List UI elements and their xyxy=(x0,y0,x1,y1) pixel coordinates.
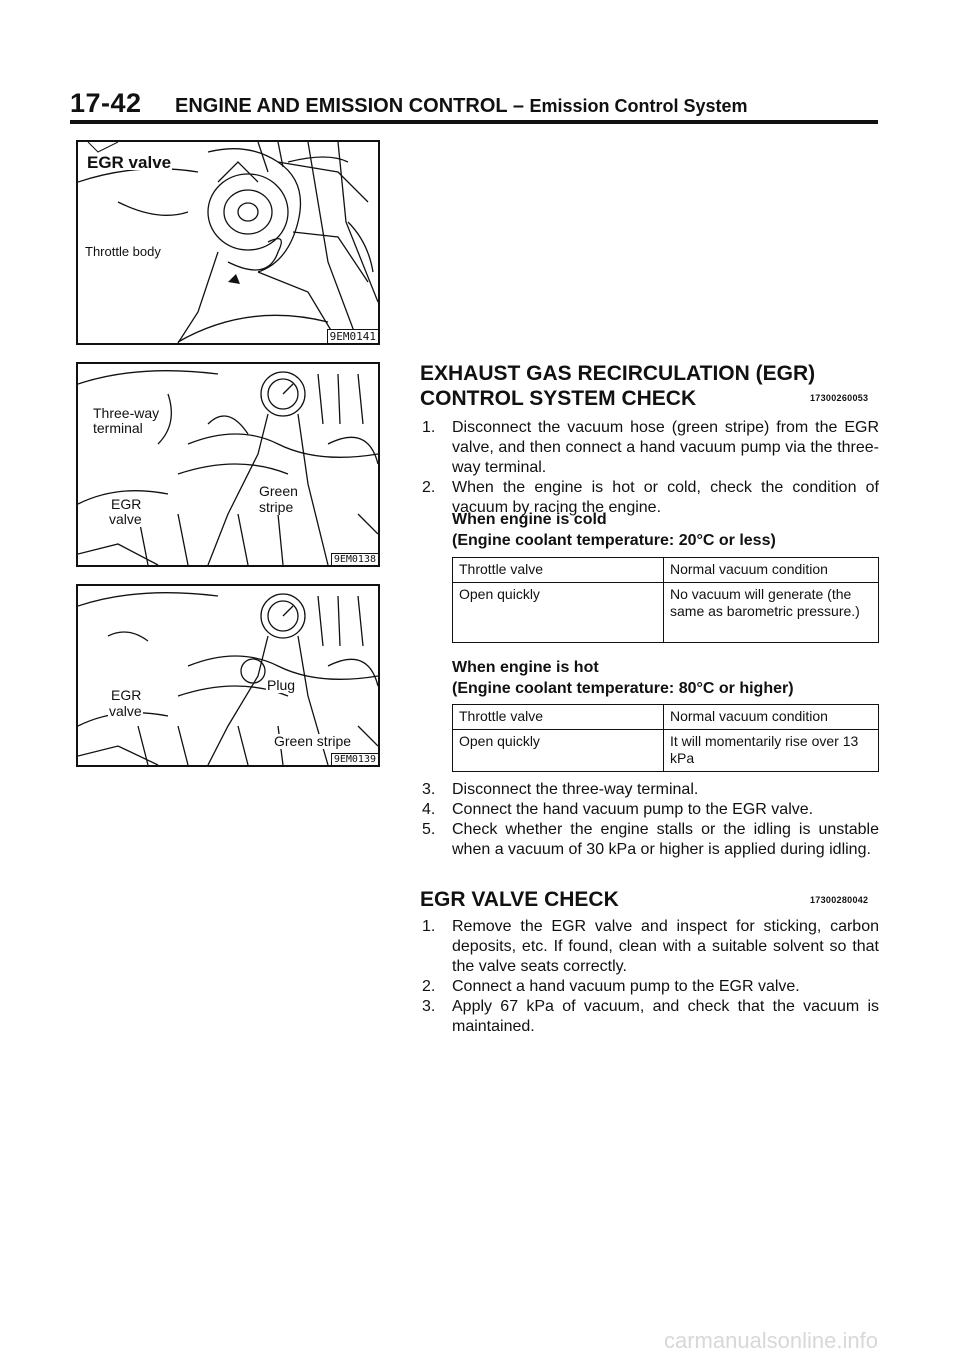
condition-cold-temp: (Engine coolant temperature: 20°C or less) xyxy=(452,532,776,549)
condition-cold xyxy=(452,509,776,551)
header-rule xyxy=(70,120,878,124)
condition-hot-temp: (Engine coolant temperature: 80°C or higher) xyxy=(452,680,794,697)
figure-1-illustration xyxy=(78,142,378,343)
table-cell: No vacuum will generate (the same as barometric pressure.) xyxy=(664,583,879,643)
table-row xyxy=(453,558,879,583)
table-cell: It will momentarily rise over 13 kPa xyxy=(664,730,879,772)
section-title-egr-valve-check: EGR VALVE CHECK xyxy=(420,888,619,911)
figure-plug-green-stripe xyxy=(76,584,380,767)
step-item: 5. Check whether the engine stalls or the idling is unstable when a vacuum of 30 kPa or higher is applied during idling. xyxy=(422,821,879,858)
step-item: 1. Disconnect the vacuum hose (green stripe) from the EGR valve, and then connect a hand vacuum pump via the three-way terminal. xyxy=(422,419,879,476)
figure-code: 9EM0138 xyxy=(331,553,378,565)
figure-2-illustration xyxy=(78,364,378,565)
title-sub: Emission Control System xyxy=(529,96,748,116)
steps-list-a xyxy=(422,418,879,518)
section-title-line2: CONTROL SYSTEM CHECK xyxy=(420,387,697,410)
section-code: 17300280042 xyxy=(810,895,869,905)
condition-cold-title: When engine is cold xyxy=(452,511,607,528)
section-code: 17300260053 xyxy=(810,393,869,403)
section-title-line1: EXHAUST GAS RECIRCULATION (EGR) xyxy=(420,362,816,385)
table-row xyxy=(453,583,879,643)
figure-three-way-terminal xyxy=(76,362,380,567)
step-item: 1. Remove the EGR valve and inspect for sticking, carbon deposits, etc. If found, clean with a suitable solvent so that the valve seats correctly. xyxy=(422,918,879,975)
label-egr: EGR xyxy=(111,496,142,512)
label-stripe: stripe xyxy=(259,499,294,515)
label-green: Green xyxy=(259,483,298,499)
step-item: 2. When the engine is hot or cold, check the condition of vacuum by racing the engine. xyxy=(422,479,879,516)
label-plug: Plug xyxy=(267,677,296,693)
table-cell: Normal vacuum condition xyxy=(664,558,879,583)
label-three-way: Three-way xyxy=(93,405,160,421)
title-main: ENGINE AND EMISSION CONTROL xyxy=(175,95,508,117)
figure-egr-valve-location xyxy=(76,140,380,345)
table-cell: Throttle valve xyxy=(453,558,664,583)
label-valve: valve xyxy=(109,511,142,527)
section-title-egr-control xyxy=(420,361,815,411)
step-item: 2. Connect a hand vacuum pump to the EGR valve. xyxy=(422,978,800,995)
label-throttle-body: Throttle body xyxy=(85,244,161,259)
table-hot xyxy=(452,704,879,772)
label-terminal: terminal xyxy=(93,420,143,436)
label-egr: EGR xyxy=(111,687,142,703)
footer-watermark: carmanualsonline.info xyxy=(663,1328,878,1353)
label-green-stripe: Green stripe xyxy=(274,733,352,749)
steps-list-valve xyxy=(422,917,879,1037)
label-egr-valve: EGR valve xyxy=(87,153,172,172)
steps-list-b xyxy=(422,780,879,860)
table-cell: Normal vacuum condition xyxy=(664,705,879,730)
step-item: 4. Connect the hand vacuum pump to the EGR valve. xyxy=(422,801,814,818)
table-cell: Open quickly xyxy=(453,583,664,643)
label-valve: valve xyxy=(109,703,142,719)
page-number: 17-42 xyxy=(70,88,142,118)
step-item: 3. Disconnect the three-way terminal. xyxy=(422,781,699,798)
table-row xyxy=(453,730,879,772)
step-item: 3. Apply 67 kPa of vacuum, and check that the vacuum is maintained. xyxy=(422,998,879,1035)
table-cell: Throttle valve xyxy=(453,705,664,730)
condition-hot-title: When engine is hot xyxy=(452,659,599,676)
table-row xyxy=(453,705,879,730)
table-cell: Open quickly xyxy=(453,730,664,772)
title-separator: – xyxy=(512,95,524,117)
table-cold xyxy=(452,557,879,643)
figure-code: 9EM0141 xyxy=(327,329,378,343)
figure-code: 9EM0139 xyxy=(331,753,378,765)
condition-hot xyxy=(452,657,794,699)
page-title xyxy=(175,95,748,118)
